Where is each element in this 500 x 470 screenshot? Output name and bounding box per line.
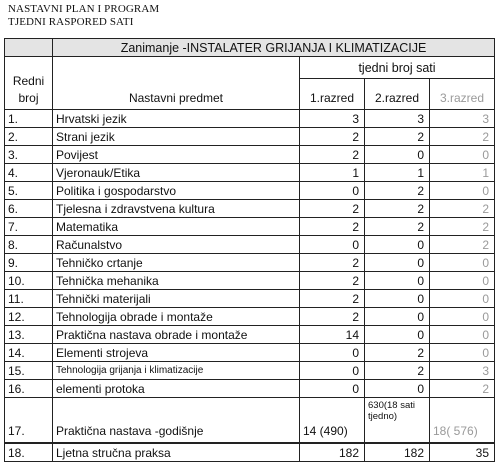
col-header-redni-broj (5, 57, 53, 110)
row-number: 9. (5, 254, 53, 272)
row-subject: Elementi strojeva (53, 344, 300, 362)
row-value-r3: 0 (430, 272, 495, 290)
row-number: 7. (5, 218, 53, 236)
row-value-r1: 2 (300, 146, 365, 164)
table-row (5, 326, 495, 344)
row-number: 6. (5, 200, 53, 218)
table-row (5, 380, 495, 398)
row-value-r2: 2 (365, 200, 430, 218)
col-header-predmet: Nastavni predmet (53, 57, 300, 110)
row-value-r1: 0 (300, 362, 365, 380)
row-value-r3: 2 (430, 236, 495, 254)
row-number: 14. (5, 344, 53, 362)
row-value-r3: 2 (430, 218, 495, 236)
row-value-r3: 0 (430, 146, 495, 164)
row-number: 17. (5, 398, 53, 444)
row-number: 11. (5, 290, 53, 308)
document-header-line1: NASTAVNI PLAN I PROGRAM (8, 3, 160, 15)
row-subject: elementi protoka (53, 380, 300, 398)
row-number: 15. (5, 362, 53, 380)
table-row (5, 290, 495, 308)
table-row (5, 272, 495, 290)
table-row (5, 362, 495, 380)
row-subject: Strani jezik (53, 128, 300, 146)
row-number: 8. (5, 236, 53, 254)
row-subject: Povijest (53, 146, 300, 164)
row-number: 13. (5, 326, 53, 344)
row-value-r1: 2 (300, 218, 365, 236)
table-row-18 (5, 443, 495, 462)
row-value-r2: 0 (365, 308, 430, 326)
table-row (5, 236, 495, 254)
row-value-r1: 0 (300, 380, 365, 398)
row-value-r2: 2 (365, 344, 430, 362)
row-value-r1: 2 (300, 128, 365, 146)
row-value-r1: 2 (300, 200, 365, 218)
row-number: 3. (5, 146, 53, 164)
row-value-r2: 2 (365, 218, 430, 236)
row-value-r3: 0 (430, 344, 495, 362)
row-number: 10. (5, 272, 53, 290)
row-value-r3: 0 (430, 182, 495, 200)
row-subject: Računalstvo (53, 236, 300, 254)
row-value-r2: 0 (365, 146, 430, 164)
row-value-r2: 0 (365, 272, 430, 290)
row-number: 16. (5, 380, 53, 398)
row-value-r2: 2 (365, 362, 430, 380)
row-value-r2: 0 (365, 380, 430, 398)
row-value-r1: 2 (300, 272, 365, 290)
row-subject: Matematika (53, 218, 300, 236)
table-title: Zanimanje -INSTALATER GRIJANJA I KLIMATIZACIJE (53, 39, 495, 57)
row-value-r3: 2 (430, 200, 495, 218)
row-subject: Tehnologija grijanja i klimatizacije (53, 362, 300, 380)
row-subject: Tehnička mehanika (53, 272, 300, 290)
row-value-r1: 3 (300, 110, 365, 128)
row-value-r1: 0 (300, 344, 365, 362)
row-value-r1: 2 (300, 254, 365, 272)
row-value-r3: 0 (430, 326, 495, 344)
table-row (5, 254, 495, 272)
row-value-r2: 0 (365, 254, 430, 272)
row-value-r1: 0 (300, 236, 365, 254)
row-value-r1: 182 (300, 443, 365, 462)
row-value-r2: 630(18 sati tjedno) (365, 398, 430, 444)
row-value-r3: 0 (430, 308, 495, 326)
row-subject: Tehnologija obrade i montaže (53, 308, 300, 326)
row-value-r2: 2 (365, 182, 430, 200)
row-value-r1: 14 (490) (300, 398, 365, 444)
col-header-razred-3: 3.razred (430, 79, 495, 110)
table-row (5, 344, 495, 362)
table-row (5, 110, 495, 128)
table-row (5, 218, 495, 236)
row-value-r1: 2 (300, 308, 365, 326)
row-subject: Praktična nastava -godišnje (53, 398, 300, 444)
row-number: 2. (5, 128, 53, 146)
row-value-r1: 1 (300, 164, 365, 182)
row-number: 4. (5, 164, 53, 182)
row-number: 12. (5, 308, 53, 326)
col-header-razred-1: 1.razred (300, 79, 365, 110)
table-row (5, 146, 495, 164)
group-header-tjedni: tjedni broj sati (300, 57, 495, 79)
row-value-r1: 2 (300, 290, 365, 308)
row-subject: Hrvatski jezik (53, 110, 300, 128)
table-row (5, 200, 495, 218)
row-subject: Ljetna stručna praksa (53, 443, 300, 462)
row-value-r2: 182 (365, 443, 430, 462)
row-value-r1: 0 (300, 182, 365, 200)
row-value-r2: 0 (365, 290, 430, 308)
row-subject: Vjeronauk/Etika (53, 164, 300, 182)
schedule-table (4, 38, 495, 462)
row-subject: Politika i gospodarstvo (53, 182, 300, 200)
row-value-r2: 2 (365, 128, 430, 146)
row-value-r2: 1 (365, 164, 430, 182)
col-header-redni: Redni (12, 74, 45, 88)
table-row (5, 182, 495, 200)
table-row-17 (5, 398, 495, 444)
document-header-line2: TJEDNI RASPORED SATI (8, 16, 134, 28)
col-header-razred-2: 2.razred (365, 79, 430, 110)
table-row (5, 164, 495, 182)
row-subject: Tehničko crtanje (53, 254, 300, 272)
row-subject: Tehnički materijali (53, 290, 300, 308)
row-value-r2: 0 (365, 326, 430, 344)
row-value-r3: 3 (430, 110, 495, 128)
row-value-r2: 3 (365, 110, 430, 128)
row-subject: Praktična nastava obrade i montaže (53, 326, 300, 344)
row-value-r3: 3 (430, 362, 495, 380)
row-value-r3: 2 (430, 128, 495, 146)
row-value-r1: 14 (300, 326, 365, 344)
row-value-r3: 2 (430, 380, 495, 398)
row-number: 1. (5, 110, 53, 128)
row-value-r2: 0 (365, 236, 430, 254)
row-number: 18. (5, 443, 53, 462)
row-value-r3: 1 (430, 164, 495, 182)
row-value-r3: 0 (430, 254, 495, 272)
table-body (5, 110, 495, 398)
row-value-r3: 35 (430, 443, 495, 462)
row-value-r3: 0 (430, 290, 495, 308)
col-header-broj: broj (18, 91, 39, 105)
table-row (5, 308, 495, 326)
row-value-r3: 18( 576) (430, 398, 495, 444)
row-subject: Tjelesna i zdravstvena kultura (53, 200, 300, 218)
row-number: 5. (5, 182, 53, 200)
table-row (5, 128, 495, 146)
